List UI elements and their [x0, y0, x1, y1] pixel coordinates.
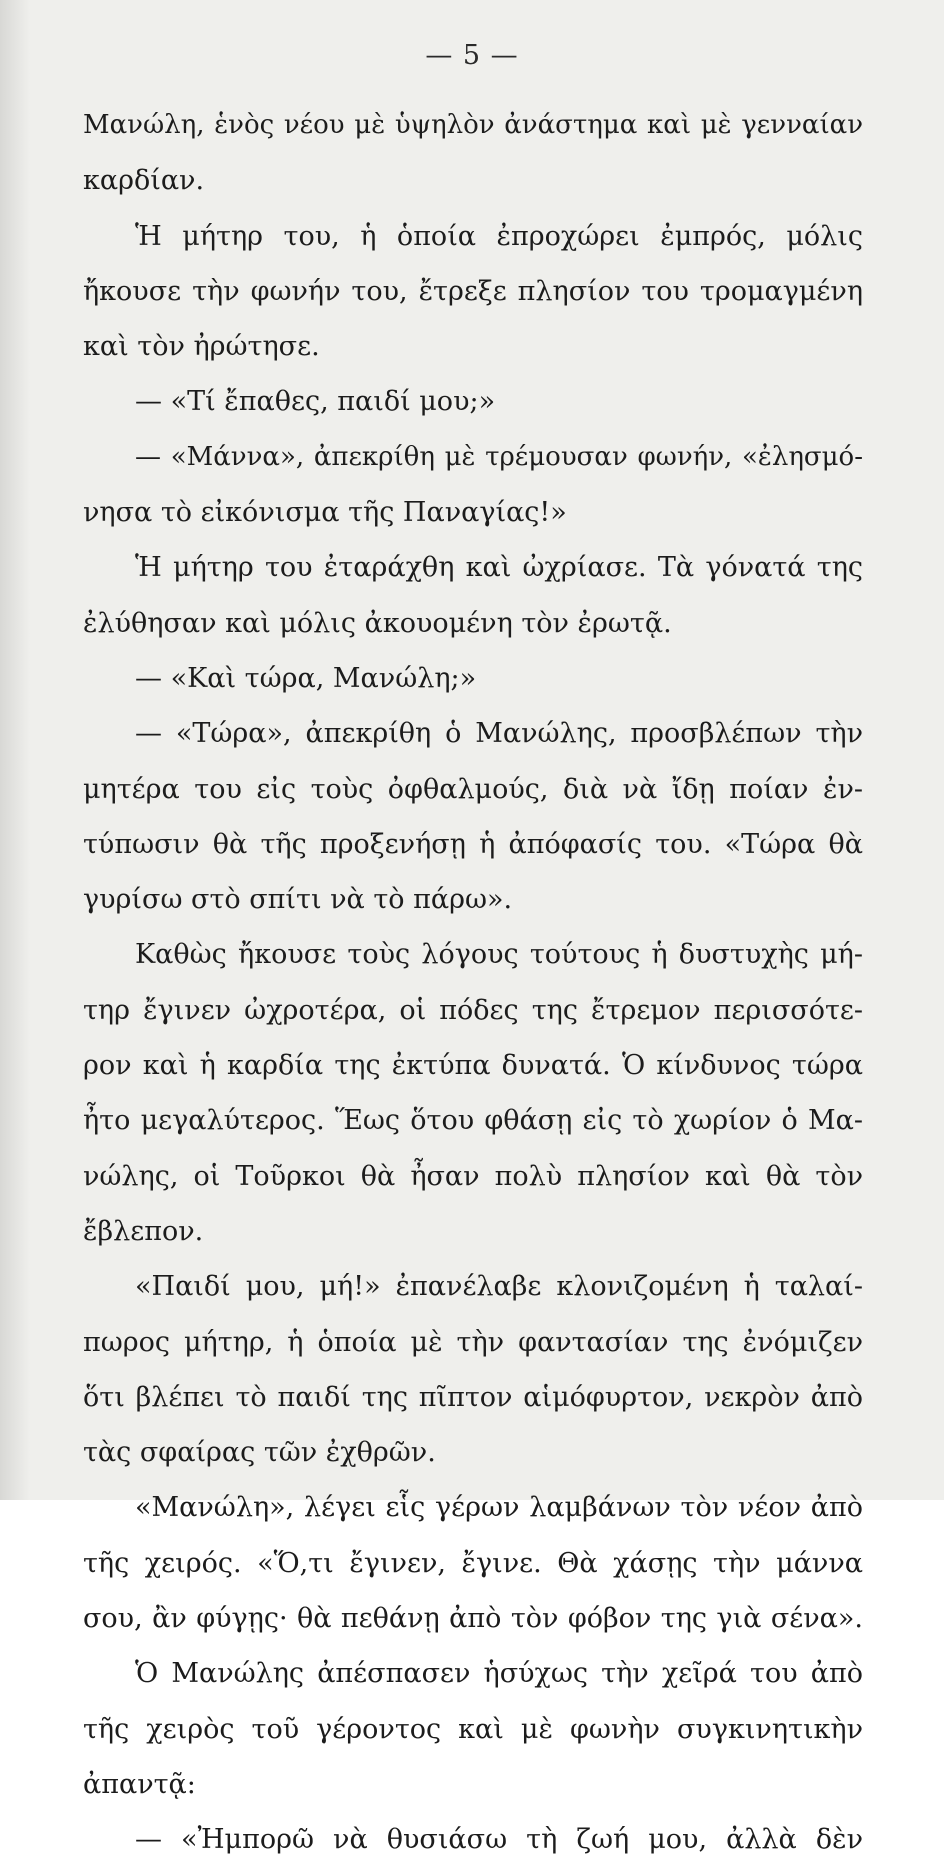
- text-line: Ἡ μήτηρ του, ἡ ὁποία ἐπροχώρει ἐμπρός, μόλις: [135, 220, 863, 252]
- text-line: ἐλύθησαν καὶ μόλις ἀκουομένη τὸν ἐρωτᾷ.: [83, 607, 672, 639]
- text-line: Καθὼς ἤκουσε τοὺς λόγους τούτους ἡ δυστυχὴς μή-: [135, 939, 863, 971]
- text-line: Μανώλη, ἑνὸς νέου μὲ ὑψηλὸν ἀνάστημα καὶ μὲ γενναίαν: [83, 110, 863, 140]
- text-line: ἦτο μεγαλύτερος. Ἕως ὅτου φθάσῃ εἰς τὸ χωρίον ὁ Μα-: [83, 1105, 863, 1137]
- page-number: — 5 —: [425, 40, 519, 71]
- page-gutter-shadow: [0, 0, 30, 1500]
- text-line: — «Τί ἔπαθες, παιδί μου;»: [135, 386, 496, 418]
- text-line: — «Τώρα», ἀπεκρίθη ὁ Μανώλης, προσβλέπων τὴν: [135, 718, 863, 750]
- text-line: πωρος μήτηρ, ἡ ὁποία μὲ τὴν φαντασίαν της ἐνόμιζεν: [83, 1326, 863, 1358]
- text-line: — «Ἠμπορῶ νὰ θυσιάσω τὴ ζωή μου, ἀλλὰ δὲν: [135, 1824, 863, 1856]
- text-line: τύπωσιν θὰ τῆς προξενήσῃ ἡ ἀπόφασίς του. «Τώρα θὰ: [83, 828, 863, 860]
- text-line: καὶ τὸν ἠρώτησε.: [83, 331, 320, 363]
- text-line: Ὁ Μανώλης ἀπέσπασεν ἡσύχως τὴν χεῖρά του ἀπὸ: [135, 1658, 863, 1690]
- text-line: ὅτι βλέπει τὸ παιδί της πῖπτον αἱμόφυρτον, νεκρὸν ἀπὸ: [83, 1381, 863, 1413]
- text-line: μητέρα του εἰς τοὺς ὀφθαλμούς, διὰ νὰ ἴδῃ ποίαν ἐν-: [83, 773, 863, 805]
- text-line: τηρ ἔγινεν ὠχροτέρα, οἱ πόδες της ἔτρεμον περισσότε-: [83, 994, 863, 1026]
- text-line: ἀπαντᾷ:: [83, 1768, 196, 1800]
- body-text: [83, 98, 863, 1868]
- text-line: «Παιδί μου, μή!» ἐπανέλαβε κλονιζομένη ἡ ταλαί-: [135, 1271, 863, 1303]
- text-line: νησα τὸ εἰκόνισμα τῆς Παναγίας!»: [83, 497, 567, 529]
- text-line: ἔβλεπον.: [83, 1215, 204, 1247]
- text-line: καρδίαν.: [83, 165, 205, 197]
- text-line: Ἡ μήτηρ του ἐταράχθη καὶ ὠχρίασε. Τὰ γόνατά της: [135, 552, 863, 584]
- text-line: τῆς χειρὸς τοῦ γέροντος καὶ μὲ φωνὴν συγκινητικὴν: [83, 1713, 863, 1745]
- text-line: «Μανώλη», λέγει εἷς γέρων λαμβάνων τὸν νέον ἀπὸ: [135, 1492, 863, 1524]
- text-line: τῆς χειρός. «Ὅ,τι ἔγινεν, ἔγινε. Θὰ χάσῃς τὴν μάννα: [83, 1547, 863, 1579]
- text-line: τὰς σφαίρας τῶν ἐχθρῶν.: [83, 1437, 436, 1469]
- text-line: γυρίσω στὸ σπίτι νὰ τὸ πάρω».: [83, 884, 513, 916]
- text-line: ρον καὶ ἡ καρδία της ἐκτύπα δυνατά. Ὁ κίνδυνος τώρα: [83, 1050, 863, 1082]
- text-line: νώλης, οἱ Τοῦρκοι θὰ ἦσαν πολὺ πλησίον καὶ θὰ τὸν: [83, 1160, 863, 1192]
- text-line: — «Καὶ τώρα, Μανώλη;»: [135, 662, 477, 694]
- text-line: ἤκουσε τὴν φωνήν του, ἔτρεξε πλησίον του τρομαγμένη: [83, 275, 863, 307]
- text-line: — «Μάννα», ἀπεκρίθη μὲ τρέμουσαν φωνήν, «ἐλησμό-: [135, 441, 863, 472]
- text-line: σου, ἂν φύγῃς· θὰ πεθάνῃ ἀπὸ τὸν φόβον της γιὰ σένα».: [83, 1603, 863, 1635]
